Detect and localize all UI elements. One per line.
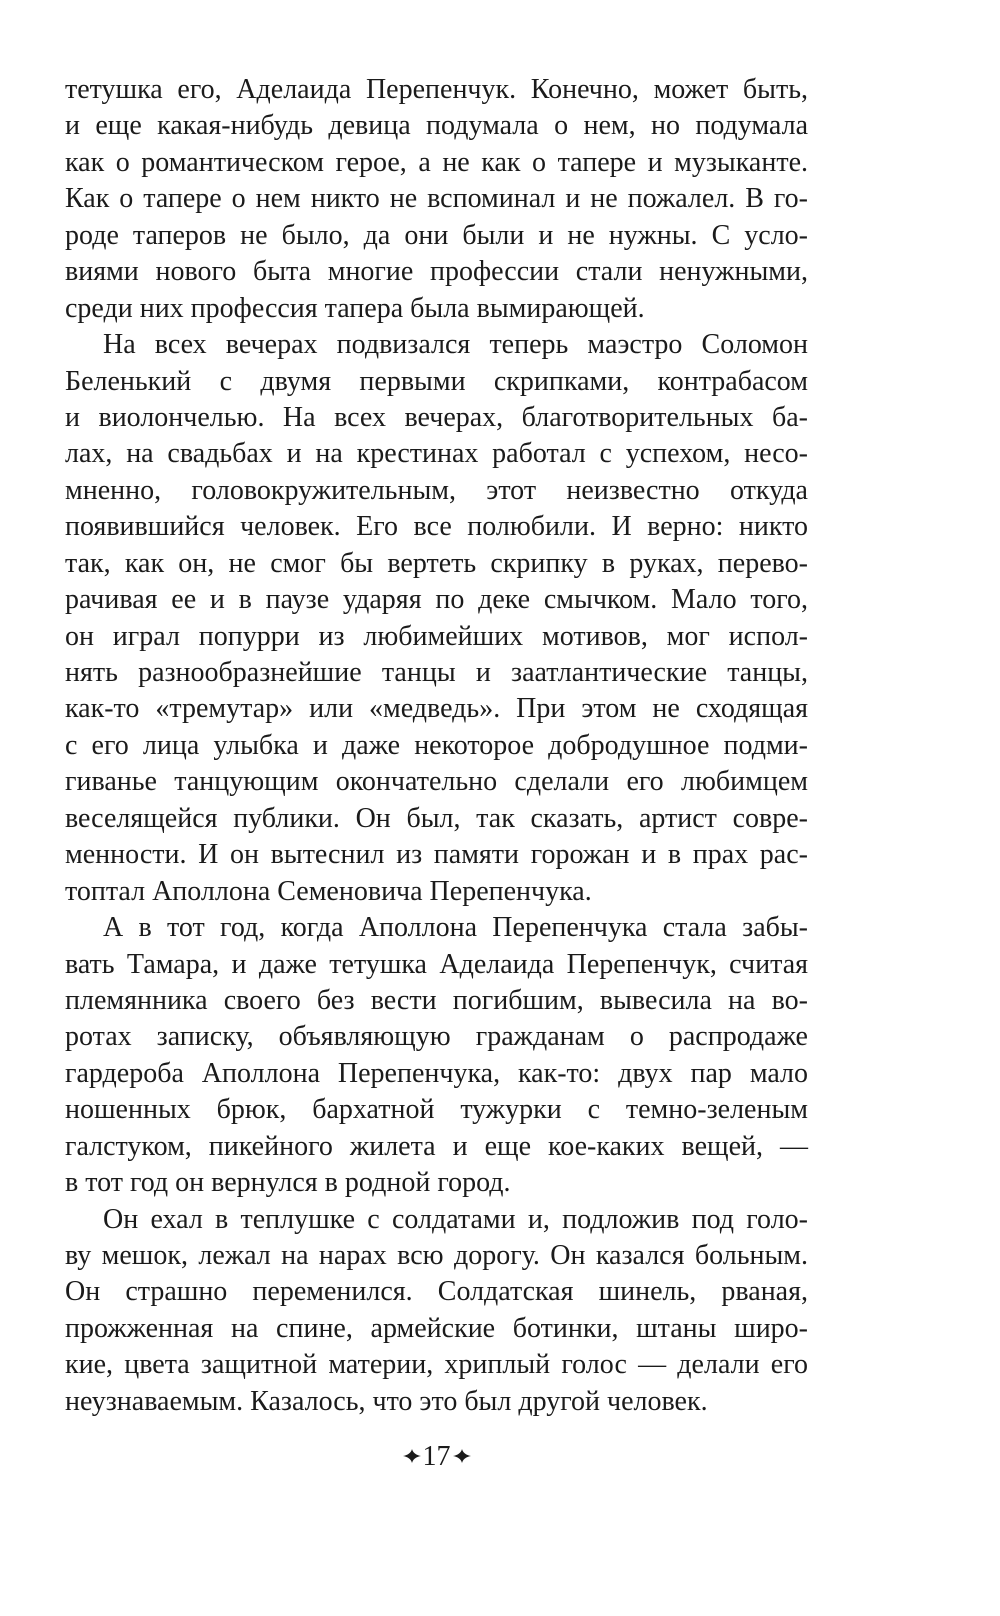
four-pointed-star-icon bbox=[453, 1449, 471, 1463]
text-line: он играл попурри из любимейших мотивов, мог испол- bbox=[65, 620, 808, 652]
text-line: роде таперов не было, да они были и не нужны. С усло- bbox=[65, 219, 808, 251]
text-line: менности. И он вытеснил из памяти горожан и в прах рас- bbox=[65, 839, 808, 871]
text-line: среди них профессия тапера была вымирающей. bbox=[65, 292, 645, 324]
text-line: как-то «тремутар» или «медведь». При этом не сходящая bbox=[65, 693, 808, 725]
text-line: рачивая ее и в паузе ударяя по деке смычком. Мало того, bbox=[65, 584, 808, 616]
page-number: 17 bbox=[422, 1441, 451, 1472]
text-line: ротах записку, объявляющую гражданам о распродаже bbox=[65, 1021, 808, 1053]
text-line: ношенных брюк, бархатной тужурки с темно-зеленым bbox=[65, 1094, 808, 1126]
text-line: виями нового быта многие профессии стали ненужными, bbox=[65, 256, 808, 288]
text-line: прожженная на спине, армейские ботинки, штаны широ- bbox=[65, 1312, 808, 1344]
text-line: мненно, головокружительным, этот неизвестно откуда bbox=[65, 474, 808, 506]
text-line: и виолончелью. На всех вечерах, благотворительных ба- bbox=[65, 401, 808, 433]
text-line: в тот год он вернулся в родной город. bbox=[65, 1167, 511, 1199]
text-line: ву мешок, лежал на нарах всю дорогу. Он казался больным. bbox=[65, 1240, 808, 1271]
text-line: так, как он, не смог бы вертеть скрипку в руках, перево- bbox=[65, 547, 808, 579]
text-line: гиванье танцующим окончательно сделали его любимцем bbox=[65, 766, 808, 798]
text-line: нять разнообразнейшие танцы и заатлантические танцы, bbox=[65, 657, 808, 688]
paragraph-3 bbox=[65, 910, 808, 1202]
paragraph-1 bbox=[65, 72, 808, 327]
text-line: Он ехал в теплушке с солдатами и, подложив под голо- bbox=[103, 1203, 808, 1235]
text-line: Как о тапере о нем никто не вспоминал и не пожалел. В го- bbox=[65, 183, 808, 215]
text-line: племянника своего без вести погибшим, вывесила на во- bbox=[65, 984, 808, 1016]
text-line: А в тот год, когда Аполлона Перепенчука стала забы- bbox=[103, 912, 808, 944]
paragraph-2 bbox=[65, 327, 808, 910]
text-line: вать Тамара, и даже тетушка Аделаида Перепенчук, считая bbox=[65, 948, 808, 980]
text-line: появившийся человек. Его все полюбили. И верно: никто bbox=[65, 511, 808, 543]
page-number-footer bbox=[65, 1437, 808, 1473]
text-line: и еще какая-нибудь девица подумала о нем, но подумала bbox=[65, 110, 808, 142]
text-line: с его лица улыбка и даже некоторое добродушное подми- bbox=[65, 729, 808, 761]
text-line: Беленький с двумя первыми скрипками, контрабасом bbox=[65, 365, 808, 397]
text-line: неузнаваемым. Казалось, что это был другой человек. bbox=[65, 1385, 708, 1417]
text-line: тетушка его, Аделаида Перепенчук. Конечно, может быть, bbox=[65, 74, 808, 105]
body-text bbox=[65, 72, 808, 1420]
four-pointed-star-icon bbox=[403, 1449, 421, 1463]
text-line: как о романтическом герое, а не как о тапере и музыканте. bbox=[65, 146, 808, 178]
text-line: На всех вечерах подвизался теперь маэстро Соломон bbox=[103, 329, 808, 361]
text-line: галстуком, пикейного жилета и еще кое-каких вещей, — bbox=[65, 1130, 808, 1162]
text-line: лах, на свадьбах и на крестинах работал с успехом, несо- bbox=[65, 438, 808, 470]
paragraph-4 bbox=[65, 1202, 808, 1421]
text-line: топтал Аполлона Семеновича Перепенчука. bbox=[65, 875, 592, 907]
text-line: кие, цвета защитной материи, хриплый голос — делали его bbox=[65, 1349, 808, 1381]
text-line: Он страшно переменился. Солдатская шинель, рваная, bbox=[65, 1276, 808, 1308]
text-line: веселящейся публики. Он был, так сказать, артист совре- bbox=[65, 802, 808, 834]
text-line: гардероба Аполлона Перепенчука, как-то: двух пар мало bbox=[65, 1057, 808, 1089]
